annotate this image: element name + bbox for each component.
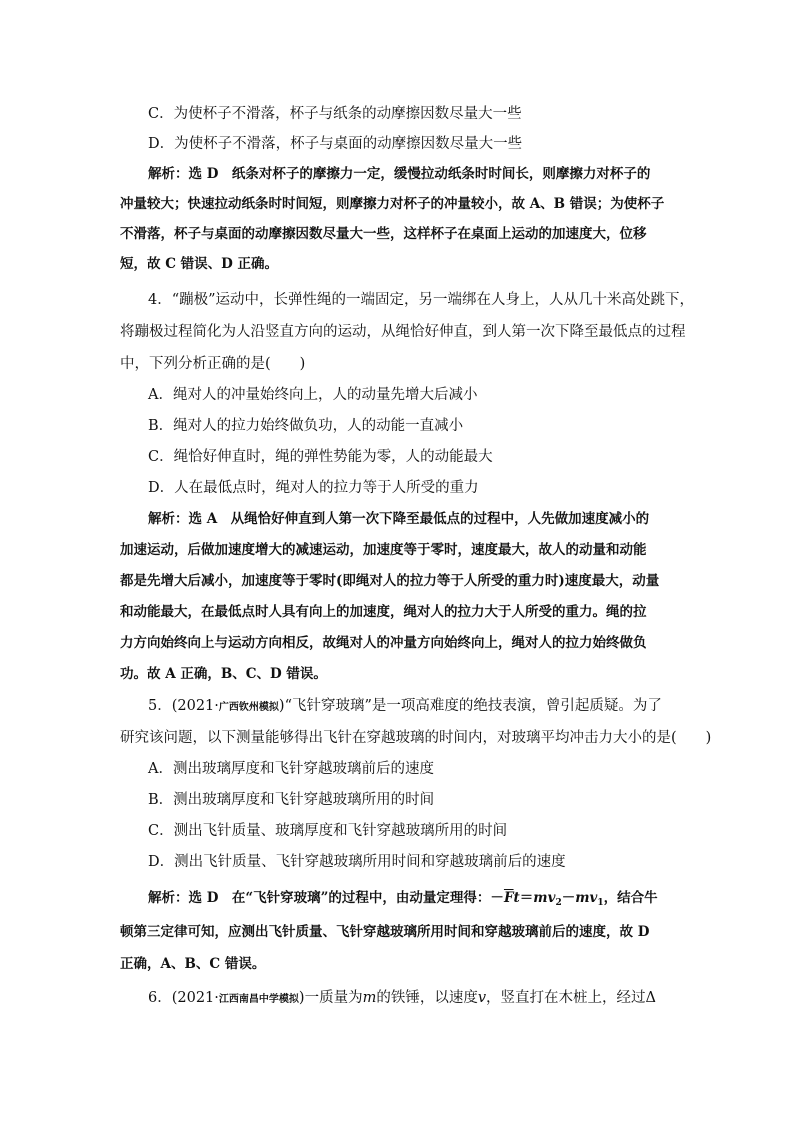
analysis-q3-line: 解析：选 D 纸条对杯子的摩擦力一定，缓慢拉动纸条时时间长，则摩擦力对杯子的 [148,166,651,182]
analysis-q3-line: 不滑落，杯子与桌面的动摩擦因数尽量大一些，这样杯子在桌面上运动的加速度大，位移 [120,226,647,242]
question-6-line1: 6．(2021·江西南昌中学模拟)一质量为m的铁锤，以速度v，竖直打在木桩上，经过Δ [148,990,657,1006]
analysis-q5-line: 正确，A、B、C 错误。 [120,956,266,972]
analysis-q5-line1: 解析：选 D 在“飞针穿玻璃”的过程中，由动量定理得：$-\overline{F}t=mv_2-mv_1$，结合牛 [148,890,658,908]
analysis-q4-line: 功。故 A 正确，B、C、D 错误。 [120,666,327,682]
question-4-line: 将蹦极过程简化为人沿竖直方向的运动，从绳恰好伸直，到人第一次下降至最低点的过程 [120,324,686,340]
option-c-q5: C．测出飞针质量、玻璃厚度和飞针穿越玻璃所用的时间 [148,823,508,839]
option-c-q4: C．绳恰好伸直时，绳的弹性势能为零，人的动能最大 [148,449,493,465]
option-c-q3: C．为使杯子不滑落，杯子与纸条的动摩擦因数尽量大一些 [148,106,522,122]
option-b-q4: B．绳对人的拉力始终做负功，人的动能一直减小 [148,418,464,434]
source-tag: 广西钦州模拟 [218,702,279,713]
analysis-q4-line: 加速运动，后做加速度增大的减速运动，加速度等于零时，速度最大，故人的动量和动能 [120,542,647,558]
analysis-q3-line: 短，故 C 错误、D 正确。 [120,256,279,272]
question-5-line2: 研究该问题，以下测量能够得出飞针在穿越玻璃的时间内，对玻璃平均冲击力大小的是( ) [120,730,712,746]
analysis-q4-line: 力方向始终向上与运动方向相反，故绳对人的冲量方向始终向上，绳对人的拉力始终做负 [120,635,647,651]
option-d-q5: D．测出飞针质量、飞针穿越玻璃所用时间和穿越玻璃前后的速度 [148,854,566,870]
source-tag: 江西南昌中学模拟 [218,994,299,1005]
question-5-line1: 5．(2021·广西钦州模拟)“飞针穿玻璃”是一项高难度的绝技表演，曾引起质疑。为了 [148,698,662,714]
option-b-q5: B．测出玻璃厚度和飞针穿越玻璃所用的时间 [148,792,435,808]
analysis-q4-line: 都是先增大后减小，加速度等于零时(即绳对人的拉力等于人所受的重力时)速度最大，动量 [120,573,660,589]
analysis-q4-line: 和动能最大，在最低点时人具有向上的加速度，绳对人的拉力大于人所受的重力。绳的拉 [120,604,647,620]
question-4-line: 4．“蹦极”运动中，长弹性绳的一端固定，另一端绑在人身上，人从几十米高处跳下， [148,292,695,308]
option-d-q3: D．为使杯子不滑落，杯子与桌面的动摩擦因数尽量大一些 [148,136,523,152]
question-4-line: 中，下列分析正确的是( ) [120,356,306,372]
option-a-q5: A．测出玻璃厚度和飞针穿越玻璃前后的速度 [148,761,434,777]
formula-avg-force: $\overline{F}$ [503,890,514,906]
option-d-q4: D．人在最低点时，绳对人的拉力等于人所受的重力 [148,480,479,496]
analysis-q3-line: 冲量较大；快速拉动纸条时时间短，则摩擦力对杯子的冲量较小，故 A、B 错误；为使杯子 [120,196,665,212]
analysis-q4-line: 解析：选 A 从绳恰好伸直到人第一次下降至最低点的过程中，人先做加速度减小的 [148,511,650,527]
option-a-q4: A．绳对人的冲量始终向上，人的动量先增大后减小 [148,387,478,403]
analysis-q5-line: 顿第三定律可知，应测出飞针质量、飞针穿越玻璃所用时间和穿越玻璃前后的速度，故 D [120,924,650,940]
